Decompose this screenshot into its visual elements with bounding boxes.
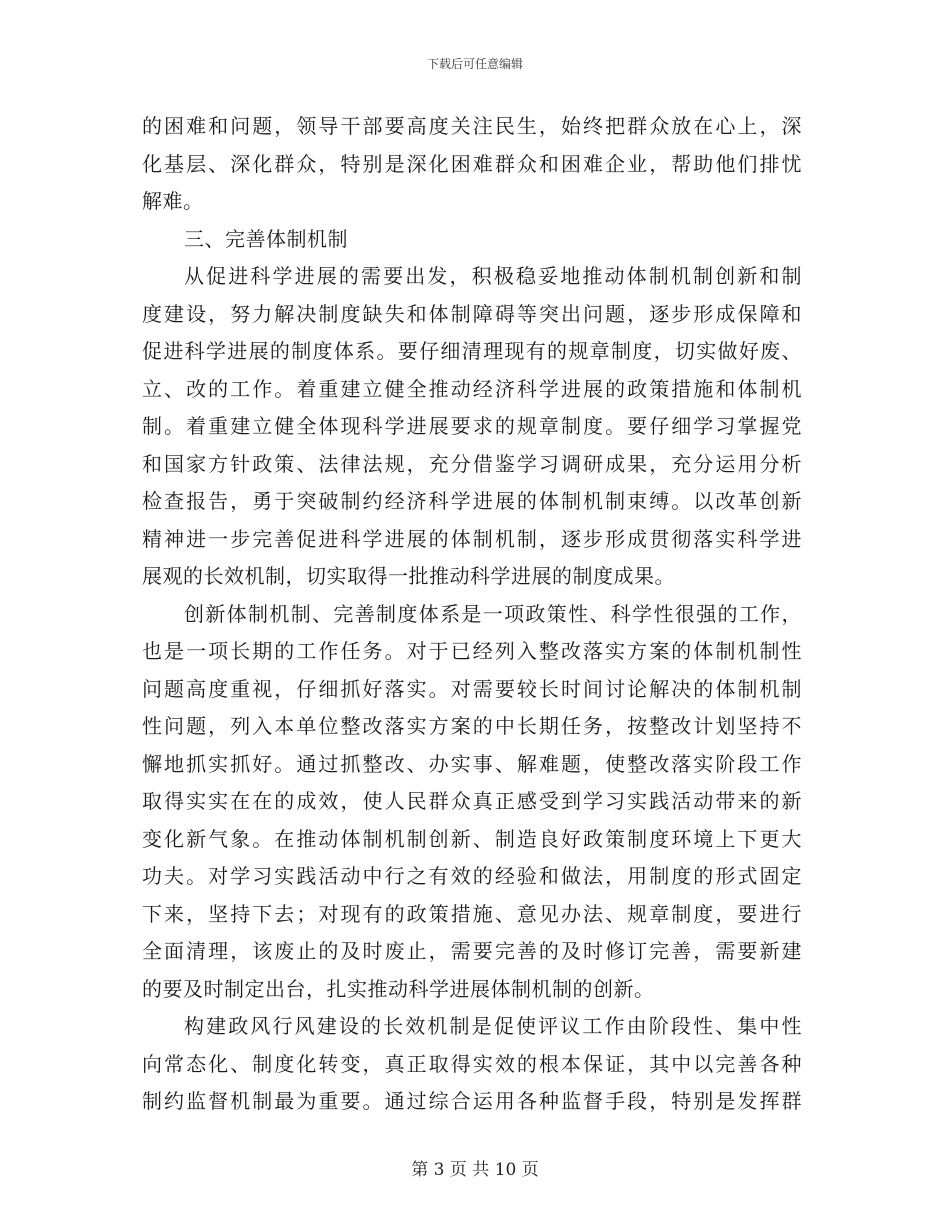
text-line: 立、改的工作。着重建立健全推动经济科学进展的政策措施和体制机 (142, 376, 802, 401)
text-line: 取得实实在在的成效，使人民群众真正感受到学习实践活动带来的新 (142, 789, 802, 813)
text-line: 制。着重建立健全体现科学进展要求的规章制度。要仔细学习掌握党 (142, 414, 802, 438)
text-line: 向常态化、制度化转变，真正取得实效的根本保证，其中以完善各种 (142, 1051, 802, 1076)
text-line: 性问题，列入本单位整改落实方案的中长期任务，按整改计划坚持不 (142, 714, 802, 738)
text-line: 展观的长效机制，切实取得一批推动科学进展的制度成果。 (142, 564, 675, 588)
text-line: 全面清理，该废止的及时废止，需要完善的及时修订完善，需要新建 (142, 939, 802, 963)
text-line: 检查报告，勇于突破制约经济科学进展的体制机制束缚。以改革创新 (142, 489, 802, 513)
text-line: 构建政风行风建设的长效机制是促使评议工作由阶段性、集中性 (184, 1014, 802, 1038)
text-line: 从促进科学进展的需要出发，积极稳妥地推动体制机制创新和制 (184, 264, 802, 288)
text-line: 也是一项长期的工作任务。对于已经列入整改落实方案的体制机制性 (142, 639, 802, 663)
text-line: 问题高度重视，仔细抓好落实。对需要较长时间讨论解决的体制机制 (142, 676, 802, 701)
text-line: 精神进一步完善促进科学进展的体制机制，逐步形成贯彻落实科学进 (142, 526, 802, 551)
text-line: 促进科学进展的制度体系。要仔细清理现有的规章制度，切实做好废、 (142, 339, 802, 363)
document-body (142, 108, 802, 1121)
text-line: 和国家方针政策、法律法规，充分借鉴学习调研成果，充分运用分析 (142, 451, 802, 476)
text-line: 变化新气象。在推动体制机制创新、制造良好政策制度环境上下更大 (142, 826, 802, 851)
text-line: 解难。 (142, 189, 204, 213)
text-line: 化基层、深化群众，特别是深化困难群众和困难企业，帮助他们排忧 (142, 151, 802, 176)
text-line: 创新体制机制、完善制度体系是一项政策性、科学性很强的工作， (184, 601, 802, 626)
text-line: 下来，坚持下去；对现有的政策措施、意见办法、规章制度，要进行 (142, 901, 802, 926)
text-line: 的要及时制定出台，扎实推动科学进展体制机制的创新。 (142, 976, 655, 1001)
text-line: 懈地抓实抓好。通过抓整改、办实事、解难题，使整改落实阶段工作 (142, 751, 802, 776)
text-line: 制约监督机制最为重要。通过综合运用各种监督手段，特别是发挥群 (142, 1089, 802, 1113)
text-line: 度建设，努力解决制度缺失和体制障碍等突出问题，逐步形成保障和 (142, 301, 802, 326)
page-number: 第 3 页 共 10 页 (411, 1160, 539, 1180)
text-line: 三、完善体制机制 (184, 226, 348, 251)
text-line: 功夫。对学习实践活动中行之有效的经验和做法，用制度的形式固定 (142, 864, 802, 888)
text-line: 的困难和问题，领导干部要高度关注民生，始终把群众放在心上，深 (142, 114, 802, 138)
page-header: 下载后可任意编辑 (426, 57, 523, 71)
